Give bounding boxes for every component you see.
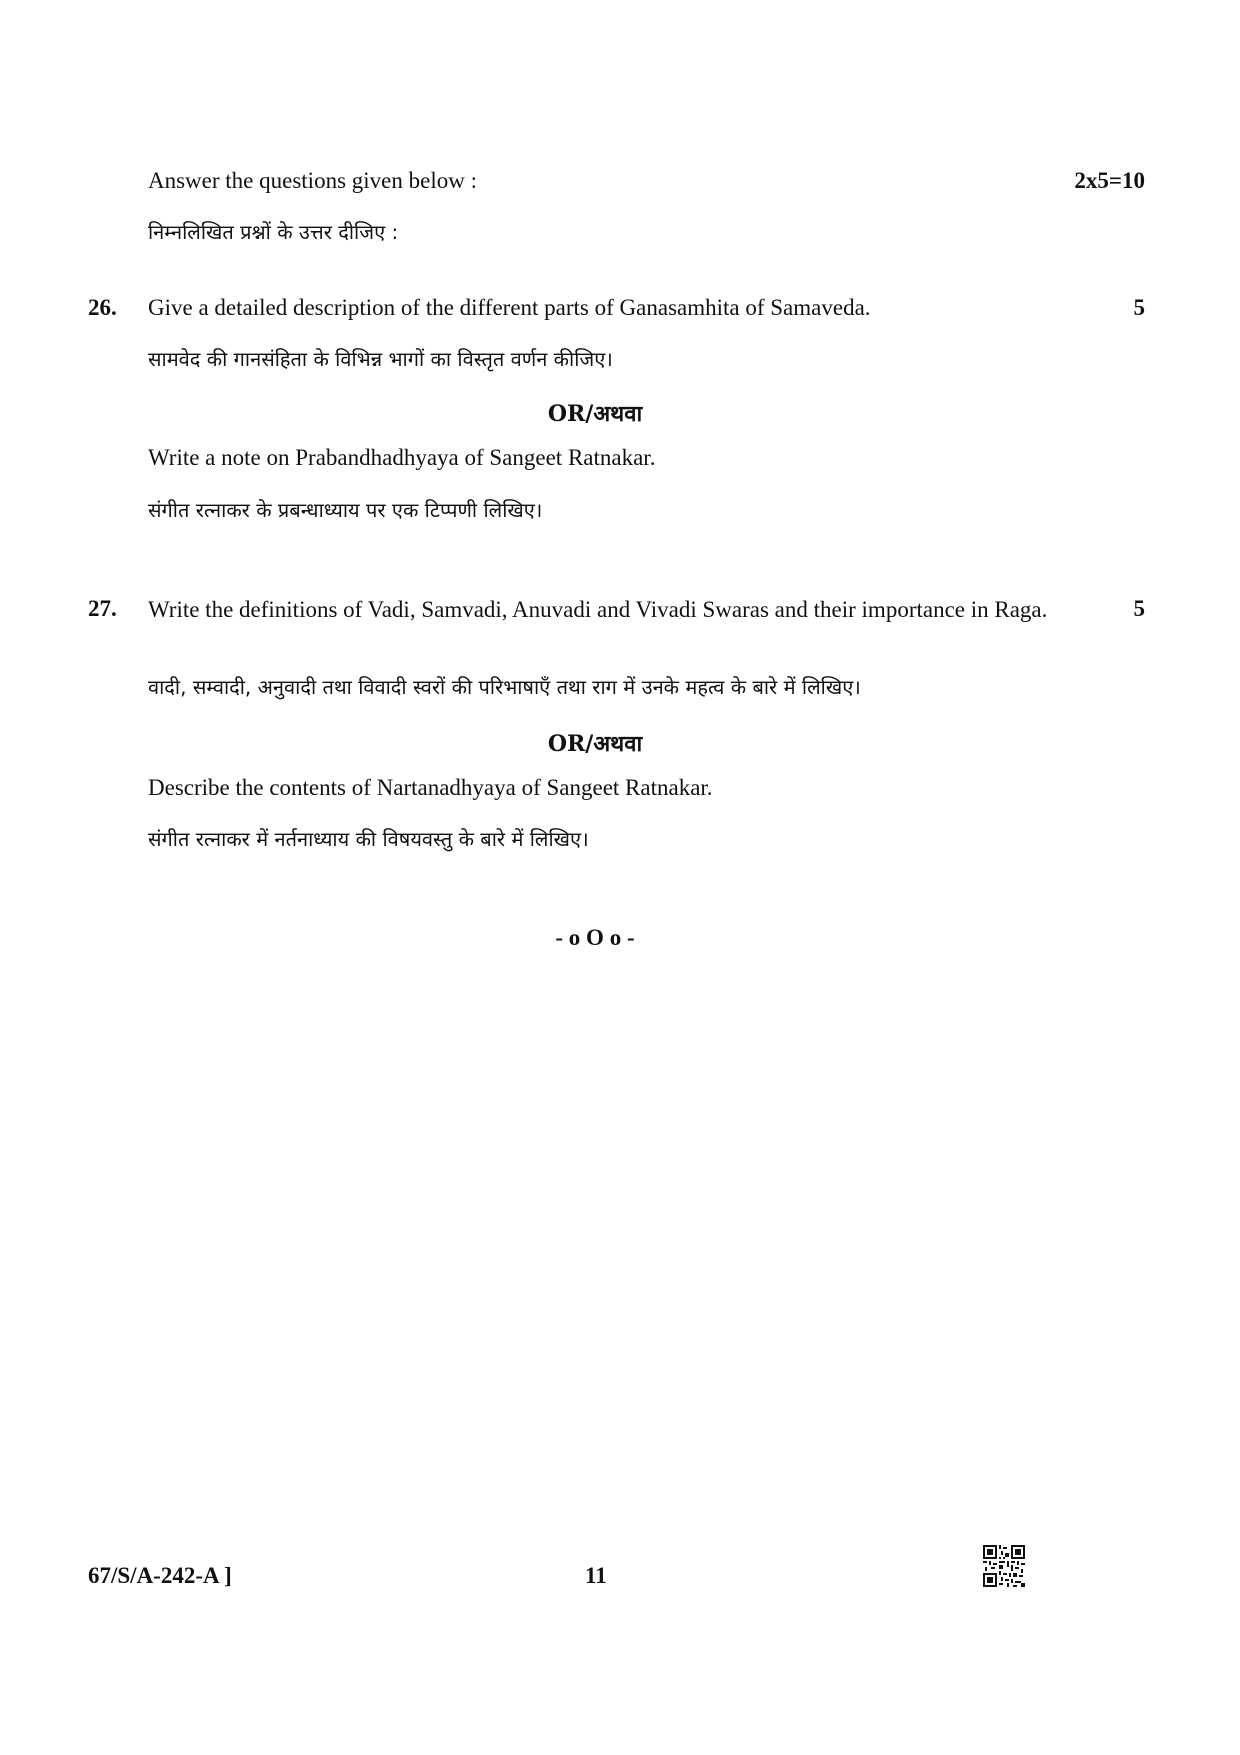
instruction-marks: 2x5=10 <box>1074 168 1145 193</box>
or-separator: OR/अथवा <box>547 731 643 757</box>
alternative-question-en: Describe the contents of Nartanadhyaya of Sangeet Ratnakar. <box>148 775 713 800</box>
question-number: 26. <box>88 295 117 320</box>
instruction-en: Answer the questions given below : <box>148 168 477 193</box>
question-marks: 5 <box>1133 295 1145 320</box>
page-number: 11 <box>585 1563 607 1588</box>
question-text-en: Write the definitions of Vadi, Samvadi, Anuvadi and Vivadi Swaras and their importance in Raga. <box>148 597 1048 622</box>
paper-code: 67/S/A-242-A ] <box>88 1563 232 1588</box>
alternative-question-hi: संगीत रत्नाकर में नर्तनाध्याय की विषयवस्तु के बारे में लिखिए। <box>148 827 589 851</box>
alternative-question-hi: संगीत रत्नाकर के प्रबन्धाध्याय पर एक टिप्पणी लिखिए। <box>148 498 543 522</box>
question-text-en: Give a detailed description of the different parts of Ganasamhita of Samaveda. <box>148 295 871 320</box>
question-text-hi: सामवेद की गानसंहिता के विभिन्न भागों का विस्तृत वर्णन कीजिए। <box>148 347 613 371</box>
question-text-hi: वादी, सम्वादी, अनुवादी तथा विवादी स्वरों की परिभाषाएँ तथा राग में उनके महत्व के बारे में लिखिए। <box>148 675 861 699</box>
qr-code-icon <box>983 1545 1025 1587</box>
instruction-hi: निम्नलिखित प्रश्नों के उत्तर दीजिए : <box>148 220 399 244</box>
or-separator: OR/अथवा <box>547 401 643 427</box>
alternative-question-en: Write a note on Prabandhadhyaya of Sangeet Ratnakar. <box>148 445 656 470</box>
question-marks: 5 <box>1133 596 1145 621</box>
question-number: 27. <box>88 596 117 621</box>
end-of-paper-mark: - o O o - <box>555 925 635 950</box>
